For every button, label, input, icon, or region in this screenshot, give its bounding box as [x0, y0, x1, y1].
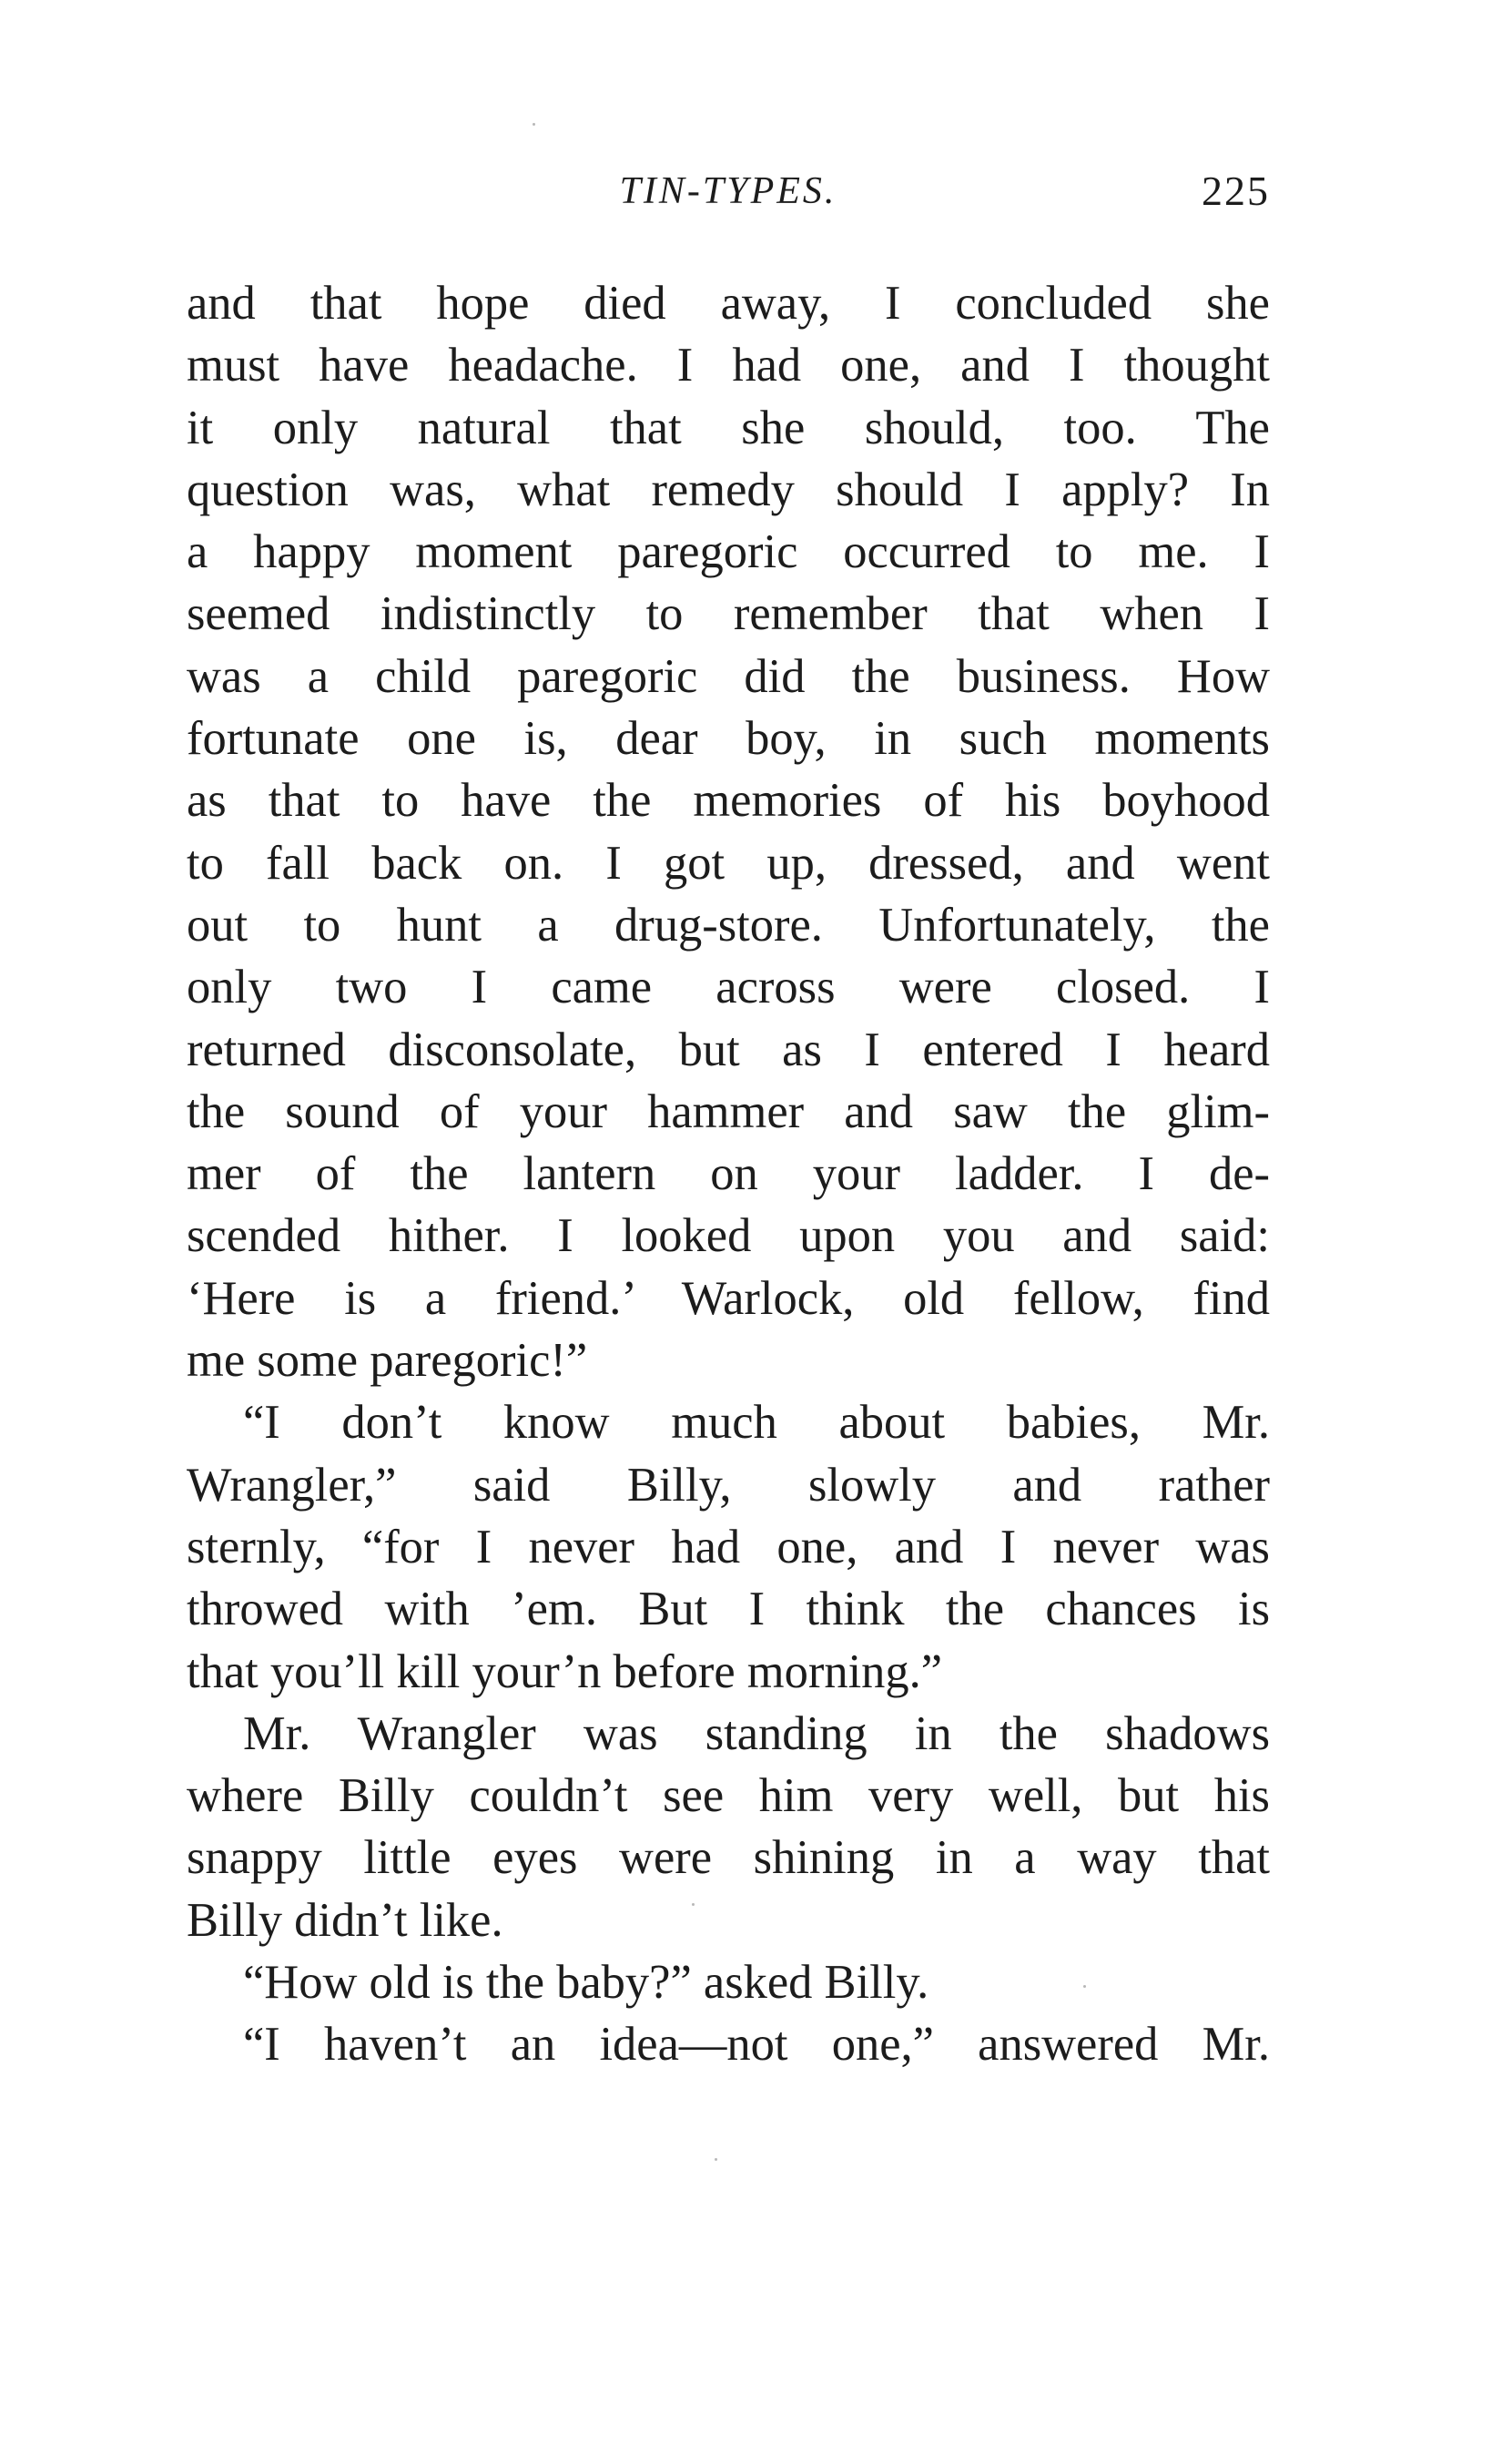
text-line: scended hither. I looked upon you and said: — [187, 1209, 1270, 1263]
text-line: where Billy couldn’t see him very well, but his — [187, 1769, 1270, 1823]
text-line: sternly, “for I never had one, and I never was — [187, 1520, 1270, 1573]
text-line: “I haven’t an idea—not one,” answered Mr. — [243, 2018, 1270, 2072]
text-line: Mr. Wrangler was standing in the shadows — [243, 1706, 1270, 1760]
text-line: throwed with ’em. But I think the chances is — [187, 1583, 1270, 1636]
text-line: and that hope died away, I concluded she — [187, 277, 1270, 330]
text-line: question was, what remedy should I apply? In — [187, 463, 1270, 516]
text-line: only two I came across were closed. I — [187, 961, 1270, 1014]
paper-speck — [715, 2158, 717, 2161]
text-line: mer of the lantern on your ladder. I de- — [187, 1147, 1270, 1201]
text-line: that you’ll kill your’n before morning.” — [187, 1644, 943, 1698]
text-line: as that to have the memories of his boyhood — [187, 774, 1270, 828]
text-line: me some paregoric!” — [187, 1334, 588, 1388]
text-line: snappy little eyes were shining in a way that — [187, 1831, 1270, 1885]
text-line: fortunate one is, dear boy, in such moments — [187, 712, 1270, 766]
text-line: must have headache. I had one, and I thought — [187, 339, 1270, 392]
text-line: was a child paregoric did the business. How — [187, 649, 1270, 703]
running-head: TIN-TYPES. — [619, 170, 837, 212]
text-line: Wrangler,” said Billy, slowly and rather — [187, 1458, 1270, 1512]
page-number: 225 — [1202, 168, 1270, 214]
text-line: out to hunt a drug-store. Unfortunately, the — [187, 898, 1270, 952]
text-line: seemed indistinctly to remember that when I — [187, 587, 1270, 641]
text-line: ‘Here is a friend.’ Warlock, old fellow, find — [187, 1271, 1270, 1325]
text-line: it only natural that she should, too. The — [187, 401, 1270, 454]
paper-speck — [533, 123, 535, 126]
body-text — [187, 272, 1270, 2076]
text-line: the sound of your hammer and saw the glim- — [187, 1084, 1270, 1138]
text-line: to fall back on. I got up, dressed, and went — [187, 836, 1270, 890]
text-line: Billy didn’t like. — [187, 1893, 503, 1947]
page-header — [187, 164, 1270, 219]
text-line: a happy moment paregoric occurred to me. I — [187, 525, 1270, 579]
text-line: “How old is the baby?” asked Billy. — [243, 1956, 929, 2010]
text-line: “I don’t know much about babies, Mr. — [243, 1396, 1270, 1450]
paper-speck — [1083, 1985, 1086, 1988]
paper-speck — [692, 1903, 695, 1906]
text-line: returned disconsolate, but as I entered I heard — [187, 1023, 1270, 1076]
